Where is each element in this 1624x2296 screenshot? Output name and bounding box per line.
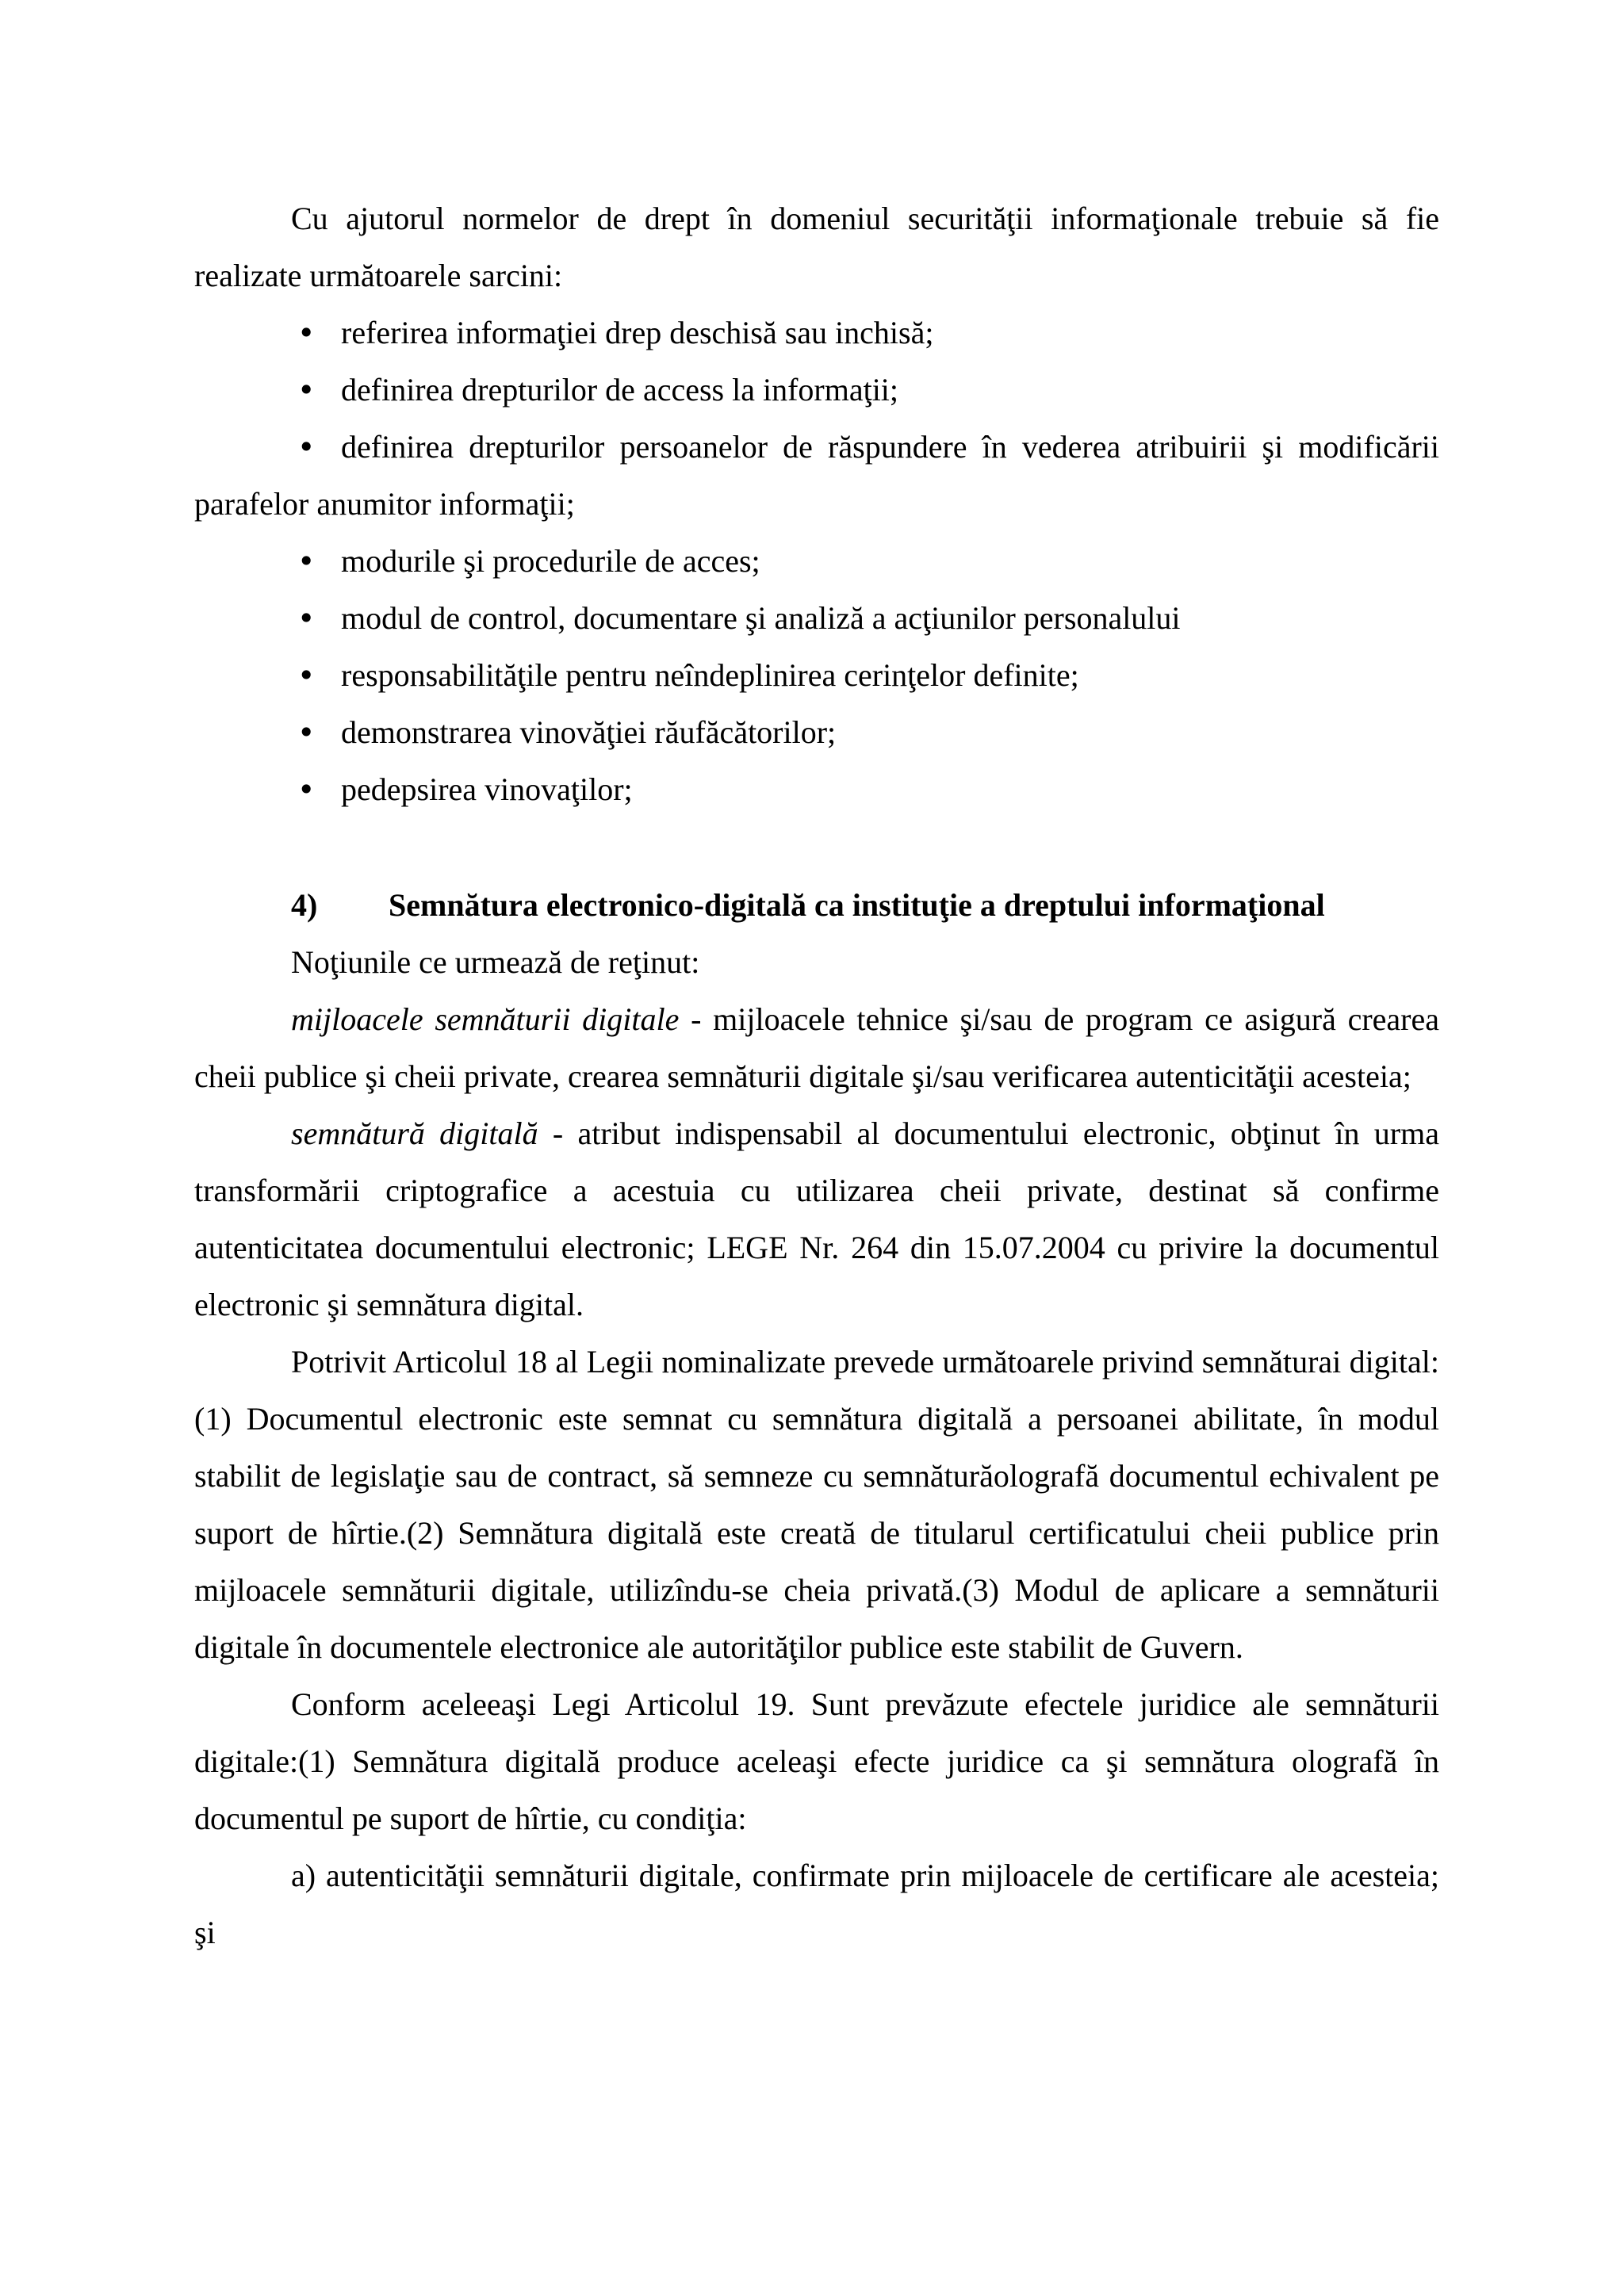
definition-paragraph bbox=[194, 991, 1439, 1105]
section-spacer bbox=[194, 818, 1439, 877]
definition-term: semnătură digitală bbox=[291, 1115, 538, 1151]
list-item: referirea informaţiei drep deschisă sau inchisă; bbox=[341, 315, 934, 350]
list-item: pedepsirea vinovaţilor; bbox=[341, 771, 633, 807]
body-paragraph: Conform aceleeaşi Legi Articolul 19. Sunt prevăzute efectele juridice ale semnăturii digitale:(1) Semnătura digitală produce aceleaşi efecte juridice ca şi semnătura olografă în documentul pe suport de hîrtie, cu condiţia: bbox=[194, 1686, 1439, 1836]
list-item: modul de control, documentare şi analiză a acţiunilor personalului bbox=[341, 600, 1181, 636]
section-number: 4) bbox=[291, 887, 318, 923]
list-item: definirea drepturilor persoanelor de răspundere în vederea atribuirii şi modificării parafelor anumitor informaţii; bbox=[194, 429, 1439, 522]
definition-text: - atribut indispensabil al documentului electronic, obţinut în urma transformării criptografice a acestuia cu utilizarea cheii private, destinat să confirme autenticitatea documentului electronic; LEGE Nr. 264 din 15.07.2004 cu privire la documentul electronic şi semnătura digital. bbox=[194, 1115, 1439, 1322]
list-item: responsabilităţile pentru neîndeplinirea cerinţelor definite; bbox=[341, 657, 1079, 693]
definition-paragraph bbox=[194, 1105, 1439, 1334]
notions-intro: Noţiunile ce urmează de reţinut: bbox=[291, 944, 700, 980]
body-paragraph: Potrivit Articolul 18 al Legii nominalizate prevede următoarele privind semnăturai digital:(1) Documentul electronic este semnat cu semnătura digitală a persoanei abilitate, în modul stabilit de legislaţie sau de contract, să semneze cu semnăturăolografă documentul echivalent pe suport de hîrtie.(2) Semnătura digitală este creată de titularul certificatului cheii publice prin mijloacele semnăturii digitale, utilizîndu-se cheia privată.(3) Modul de aplicare a semnăturii digitale în documentele electronice ale autorităţilor publice este stabilit de Guvern. bbox=[194, 1344, 1439, 1665]
document-body bbox=[194, 190, 1439, 1961]
definition-text: - mijloacele tehnice şi/sau de program ce asigură crearea cheii publice şi cheii private, crearea semnăturii digitale şi/sau verificarea autenticităţii acesteia; bbox=[194, 1001, 1439, 1094]
list-item: demonstrarea vinovăţiei răufăcătorilor; bbox=[341, 714, 837, 750]
section-title: Semnătura electronico-digitală ca instituţie a dreptului informaţional bbox=[389, 887, 1325, 923]
section-heading bbox=[194, 877, 1439, 934]
list-item: definirea drepturilor de access la informaţii; bbox=[341, 372, 899, 408]
body-paragraph: a) autenticităţii semnăturii digitale, confirmate prin mijloacele de certificare ale acesteia; şi bbox=[194, 1858, 1439, 1950]
intro-paragraph: Cu ajutorul normelor de drept în domeniul securităţii informaţionale trebuie să fie realizate următoarele sarcini: bbox=[194, 201, 1439, 293]
requirements-list bbox=[194, 304, 1439, 818]
definition-term: mijloacele semnăturii digitale bbox=[291, 1001, 680, 1037]
list-item: modurile şi procedurile de acces; bbox=[341, 543, 760, 579]
